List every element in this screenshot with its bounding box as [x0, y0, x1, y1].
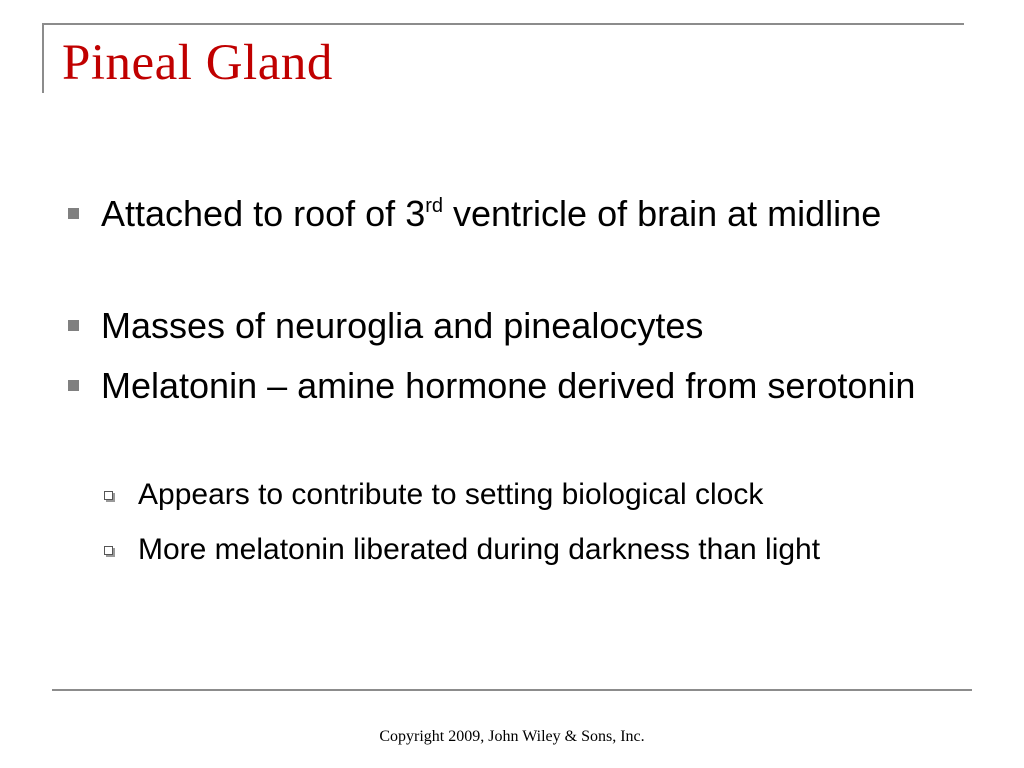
sub-bullet-text-2: More melatonin liberated during darkness than light: [138, 533, 821, 566]
bullet-item-2: [101, 302, 931, 350]
sub-bullet-item-1: [138, 474, 928, 515]
bullet-item-1: [101, 190, 931, 238]
slide-title: Pineal Gland: [62, 35, 333, 91]
bullet-text-1-superscript: rd: [425, 195, 444, 217]
frame-left-rule: [42, 23, 44, 93]
frame-top-rule: [42, 23, 964, 25]
hollow-square-bullet-icon: [104, 491, 113, 500]
hollow-square-bullet-icon: [104, 546, 113, 555]
copyright-text: Copyright 2009, John Wiley & Sons, Inc.: [379, 728, 645, 745]
filled-square-bullet-icon: [68, 208, 79, 219]
footer-divider: [52, 689, 972, 691]
sub-bullet-text-1: Appears to contribute to setting biological clock: [138, 478, 764, 511]
filled-square-bullet-icon: [68, 320, 79, 331]
bullet-item-3: [101, 362, 931, 410]
filled-square-bullet-icon: [68, 380, 79, 391]
bullet-text-1-after: ventricle of brain at midline: [443, 193, 882, 234]
footer: [0, 728, 1024, 746]
bullet-text-1-before: Attached to roof of 3: [101, 193, 426, 234]
sub-bullet-item-2: [138, 529, 928, 570]
bullet-text-2: Masses of neuroglia and pinealocytes: [101, 305, 704, 346]
bullet-text-3: Melatonin – amine hormone derived from serotonin: [101, 365, 916, 406]
